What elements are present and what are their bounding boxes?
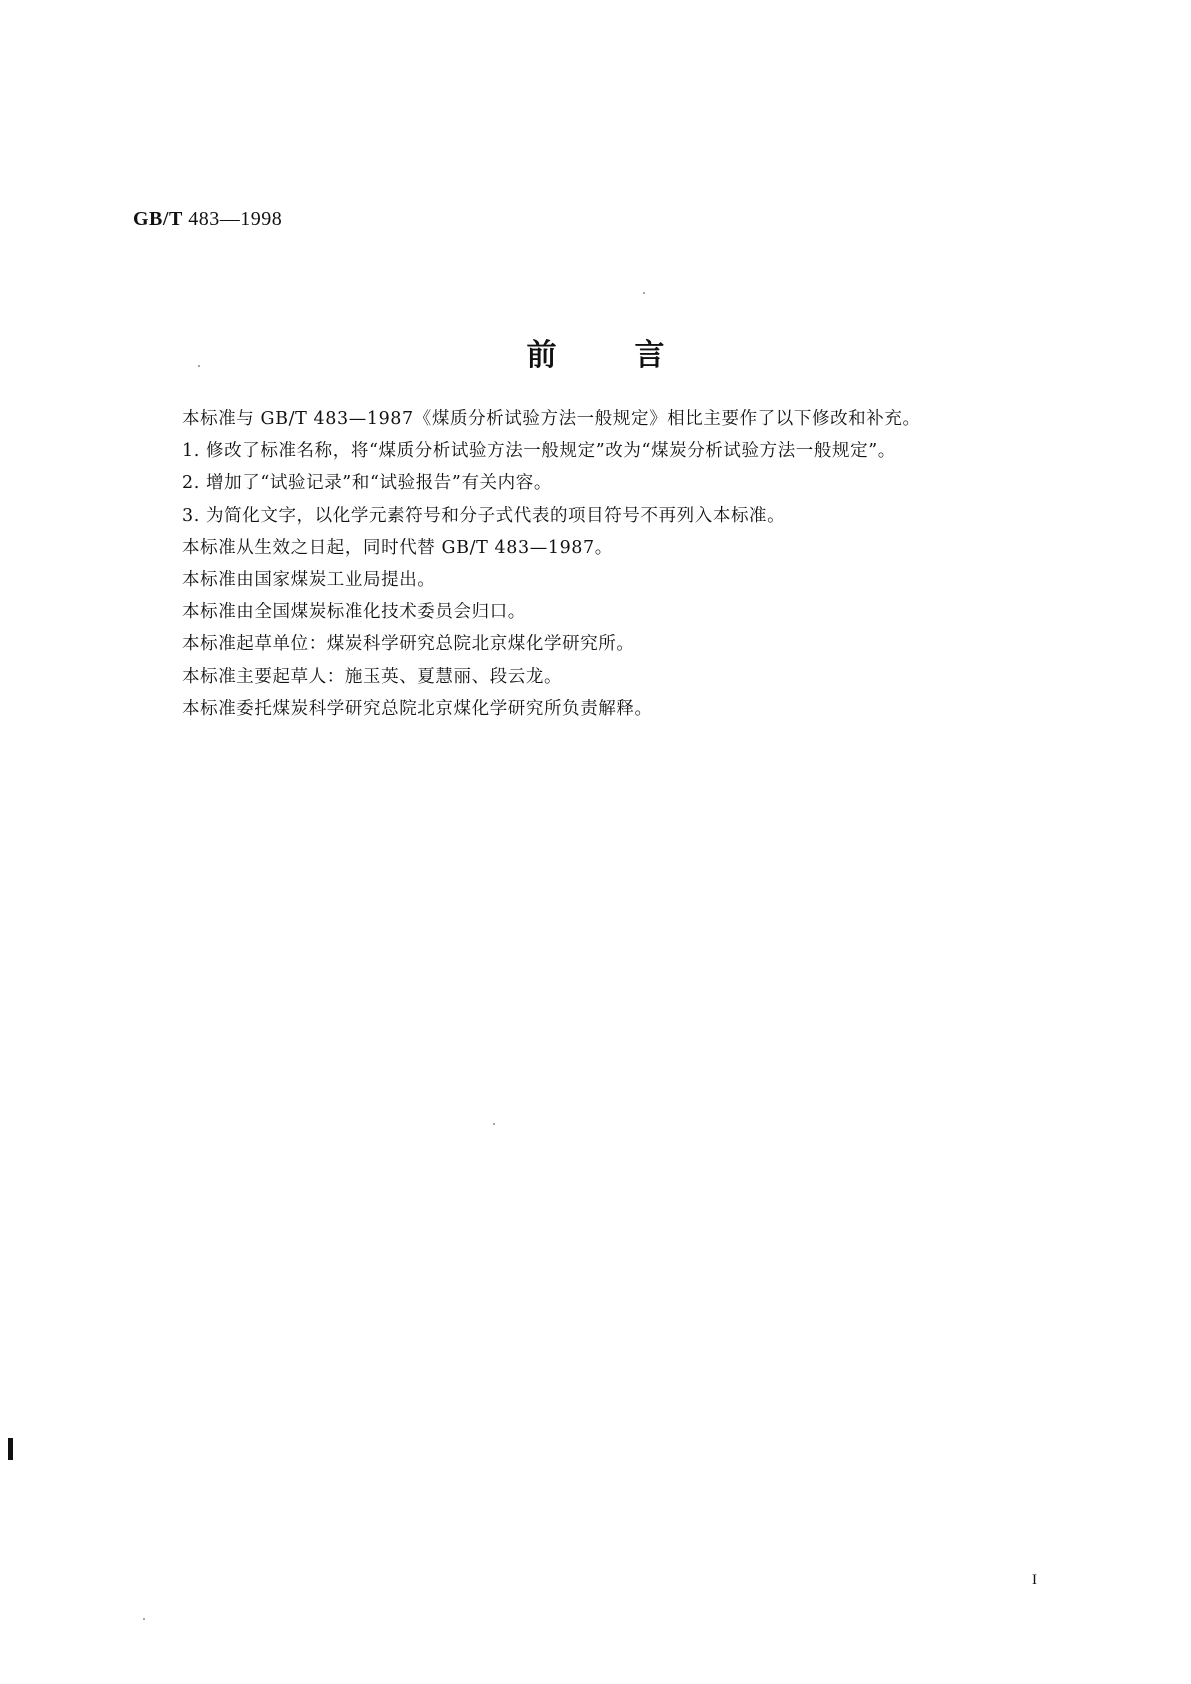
paragraph-item-1: 1. 修改了标准名称，将“煤质分析试验方法一般规定”改为“煤炭分析试验方法一般规定”。 [182, 441, 896, 462]
standard-code-number: 483—1998 [182, 208, 283, 230]
paragraph-effective: 本标准从生效之日起，同时代替 GB/T 483—1987。 [182, 537, 613, 558]
paragraph-drafting-unit: 本标准起草单位：煤炭科学研究总院北京煤化学研究所。 [182, 634, 635, 655]
scan-speck [643, 292, 645, 294]
standard-code-prefix: GB/T [133, 208, 183, 230]
scan-speck [198, 365, 200, 367]
page-title: 前言 [526, 338, 743, 373]
paragraph-drafters: 本标准主要起草人：施玉英、夏慧丽、段云龙。 [182, 666, 563, 687]
paragraph-item-3: 3. 为简化文字，以化学元素符号和分子式代表的项目符号不再列入本标准。 [182, 505, 786, 526]
paragraph-proposer: 本标准由国家煤炭工业局提出。 [182, 570, 436, 591]
scan-mark [8, 1438, 13, 1460]
scan-speck [143, 1618, 145, 1620]
foreword-body [182, 403, 1042, 725]
paragraph-interpretation: 本标准委托煤炭科学研究总院北京煤化学研究所负责解释。 [182, 698, 653, 719]
paragraph-intro: 本标准与 GB/T 483—1987《煤质分析试验方法一般规定》相比主要作了以下修改和补充。 [182, 409, 921, 429]
scan-speck [493, 1123, 495, 1125]
standard-code [133, 208, 282, 231]
page-number: I [1032, 1572, 1037, 1588]
paragraph-administrator: 本标准由全国煤炭标准化技术委员会归口。 [182, 602, 526, 623]
paragraph-item-2: 2. 增加了“试验记录”和“试验报告”有关内容。 [182, 473, 552, 494]
